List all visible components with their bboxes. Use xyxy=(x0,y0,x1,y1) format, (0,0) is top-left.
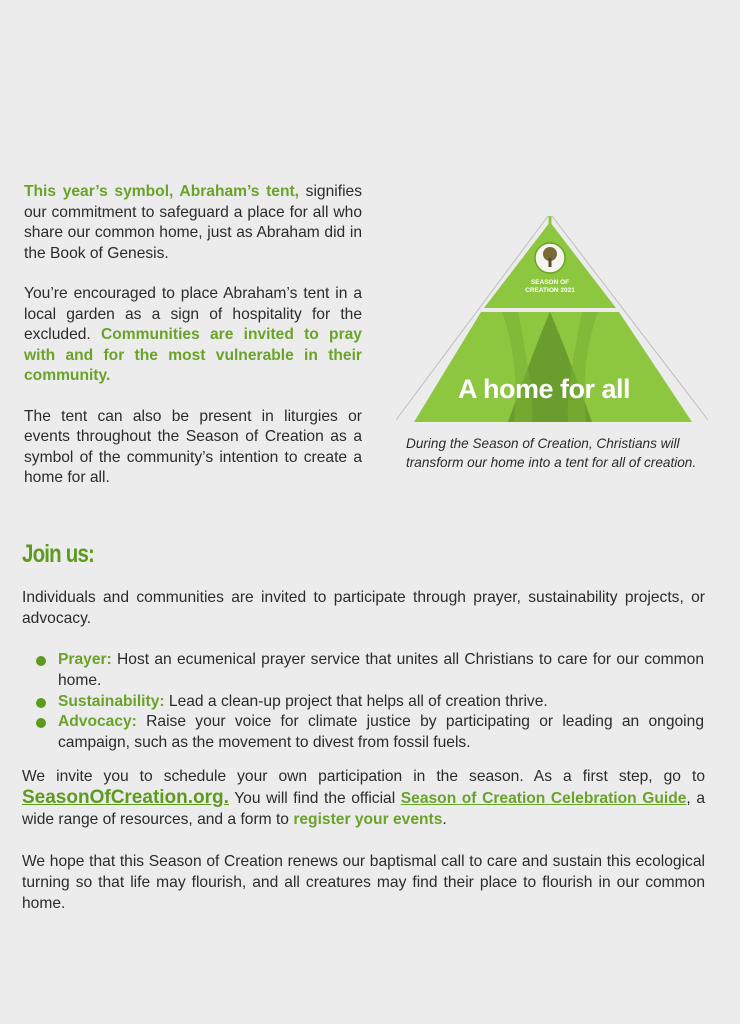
invite-text2: You will find the official xyxy=(228,789,401,807)
encourage-text: You’re encouraged to place Abraham’s tent in a local garden as a sign of hospitality for the excluded. xyxy=(24,285,362,343)
join-intro: Individuals and communities are invited to participate through prayer, sustainability projects, or advocacy. xyxy=(22,589,705,627)
bullet-icon xyxy=(36,656,46,666)
tent-svg xyxy=(396,214,710,430)
participation-list xyxy=(36,650,704,754)
symbol-text: signifies our commitment to safeguard a place for all who share our common home, just as Abraham did in the Book of Genesis. xyxy=(24,183,362,262)
symbol-paragraph xyxy=(24,182,362,264)
invite-text1: We invite you to schedule your own participation in the season. As a first step, go to xyxy=(22,768,705,785)
invite-paragraph xyxy=(22,767,705,830)
sustainability-text: Lead a clean-up project that helps all of creation thrive. xyxy=(164,692,548,710)
symbol-lead: This year’s symbol, Abraham’s tent, xyxy=(24,183,300,200)
encourage-highlight: Communities are invited to pray with and for the most vulnerable in their community. xyxy=(24,326,362,384)
tent-headline: A home for all xyxy=(457,374,631,404)
encourage-paragraph xyxy=(24,284,362,387)
list-item-advocacy xyxy=(36,712,704,754)
badge-line1: SEASON OF xyxy=(530,279,570,286)
invite-text4: . xyxy=(442,810,447,828)
tent-illustration xyxy=(396,214,710,430)
badge-line2: CREATION 2021 xyxy=(525,287,575,294)
tent-caption: During the Season of Creation, Christians will transform our home into a tent for all of creation. xyxy=(406,436,697,470)
intro-column xyxy=(24,182,362,509)
bullet-icon xyxy=(36,698,46,708)
invite-text3: , a wide range of resources, and a form to xyxy=(22,789,705,828)
prayer-text: Host an ecumenical prayer service that unites all Christians to care for our common home. xyxy=(58,651,704,689)
list-item-sustainability xyxy=(36,692,704,713)
advocacy-text: Raise your voice for climate justice by participating or leading an ongoing campaign, such as the movement to divest from fossil fuels. xyxy=(58,713,704,752)
prayer-label: Prayer: xyxy=(58,651,112,668)
join-heading: Join us: xyxy=(22,540,95,568)
sustainability-label: Sustainability: xyxy=(58,692,165,710)
register-link[interactable]: register your events xyxy=(293,810,443,828)
site-link[interactable]: SeasonOfCreation.org. xyxy=(22,786,229,808)
advocacy-label: Advocacy: xyxy=(58,713,137,731)
liturgy-paragraph: The tent can also be present in liturgies or events throughout the Season of Creation as a symbol of the community’s intention to create a home for all. xyxy=(24,407,362,486)
list-item-prayer xyxy=(36,650,704,692)
bullet-icon xyxy=(36,718,46,728)
hope-paragraph: We hope that this Season of Creation renews our baptismal call to care and sustain this ecological turning so that life may flourish, and all creatures may find their place to flourish in our common home. xyxy=(22,853,705,912)
guide-link[interactable]: Season of Creation Celebration Guide xyxy=(400,789,687,807)
